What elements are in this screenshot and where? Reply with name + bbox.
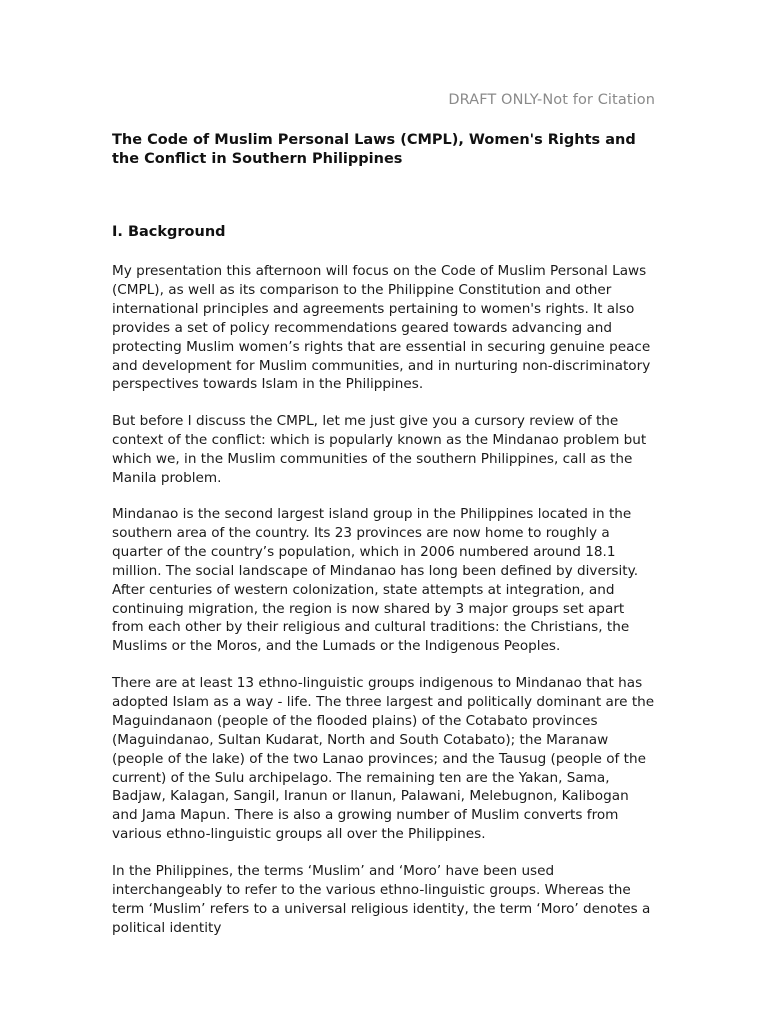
paragraph: Mindanao is the second largest island group in the Philippines located in the southern area of the country. Its 23 provinces are now home to roughly a quarter of the country’s population, which in 2006 numbered around 18.1 million. The social landscape of Mindanao has long been defined by diversity. After centuries of western colonization, state attempts at integration, and continuing migration, the region is now shared by 3 major groups set apart from each other by their religious and cultural traditions: the Christians, the Muslims or the Moros, and the Lumads or the Indigenous Peoples. xyxy=(112,506,639,655)
paragraph: In the Philippines, the terms ‘Muslim’ and ‘Moro’ have been used interchangeably to refer to the various ethno-linguistic groups. Whereas the term ‘Muslim’ refers to a universal religious identity, the term ‘Moro’ denotes a political identity xyxy=(112,863,651,936)
draft-notice: DRAFT ONLY-Not for Citation xyxy=(448,92,655,108)
document-title: The Code of Muslim Personal Laws (CMPL), Women's Rights and the Conflict in Southern Philippines xyxy=(112,132,636,167)
paragraph: There are at least 13 ethno-linguistic groups indigenous to Mindanao that has adopted Islam as a way - life. The three largest and politically dominant are the Maguindanaon (people of the flooded plains) of the Cotabato provinces (Maguindanao, Sultan Kudarat, North and South Cotabato); the Maranaw (people of the lake) of the two Lanao provinces; and the Tausug (people of the current) of the Sulu archipelago. The remaining ten are the Yakan, Sama, Badjaw, Kalagan, Sangil, Iranun or Ilanun, Palawani, Melebugnon, Kalibogan and Jama Mapun. There is also a growing number of Muslim converts from various ethno-linguistic groups all over the Philippines. xyxy=(112,675,655,843)
paragraph: My presentation this afternoon will focus on the Code of Muslim Personal Laws (CMPL), as well as its comparison to the Philippine Constitution and other international principles and agreements pertaining to women's rights. It also provides a set of policy recommendations geared towards advancing and protecting Muslim women’s rights that are essential in securing genuine peace and development for Muslim communities, and in nurturing non-discriminatory perspectives towards Islam in the Philippines. xyxy=(112,263,651,393)
paragraph: But before I discuss the CMPL, let me just give you a cursory review of the context of the conflict: which is popularly known as the Mindanao problem but which we, in the Muslim communities of the southern Philippines, call as the Manila problem. xyxy=(112,413,647,486)
section-heading: I. Background xyxy=(112,224,226,240)
